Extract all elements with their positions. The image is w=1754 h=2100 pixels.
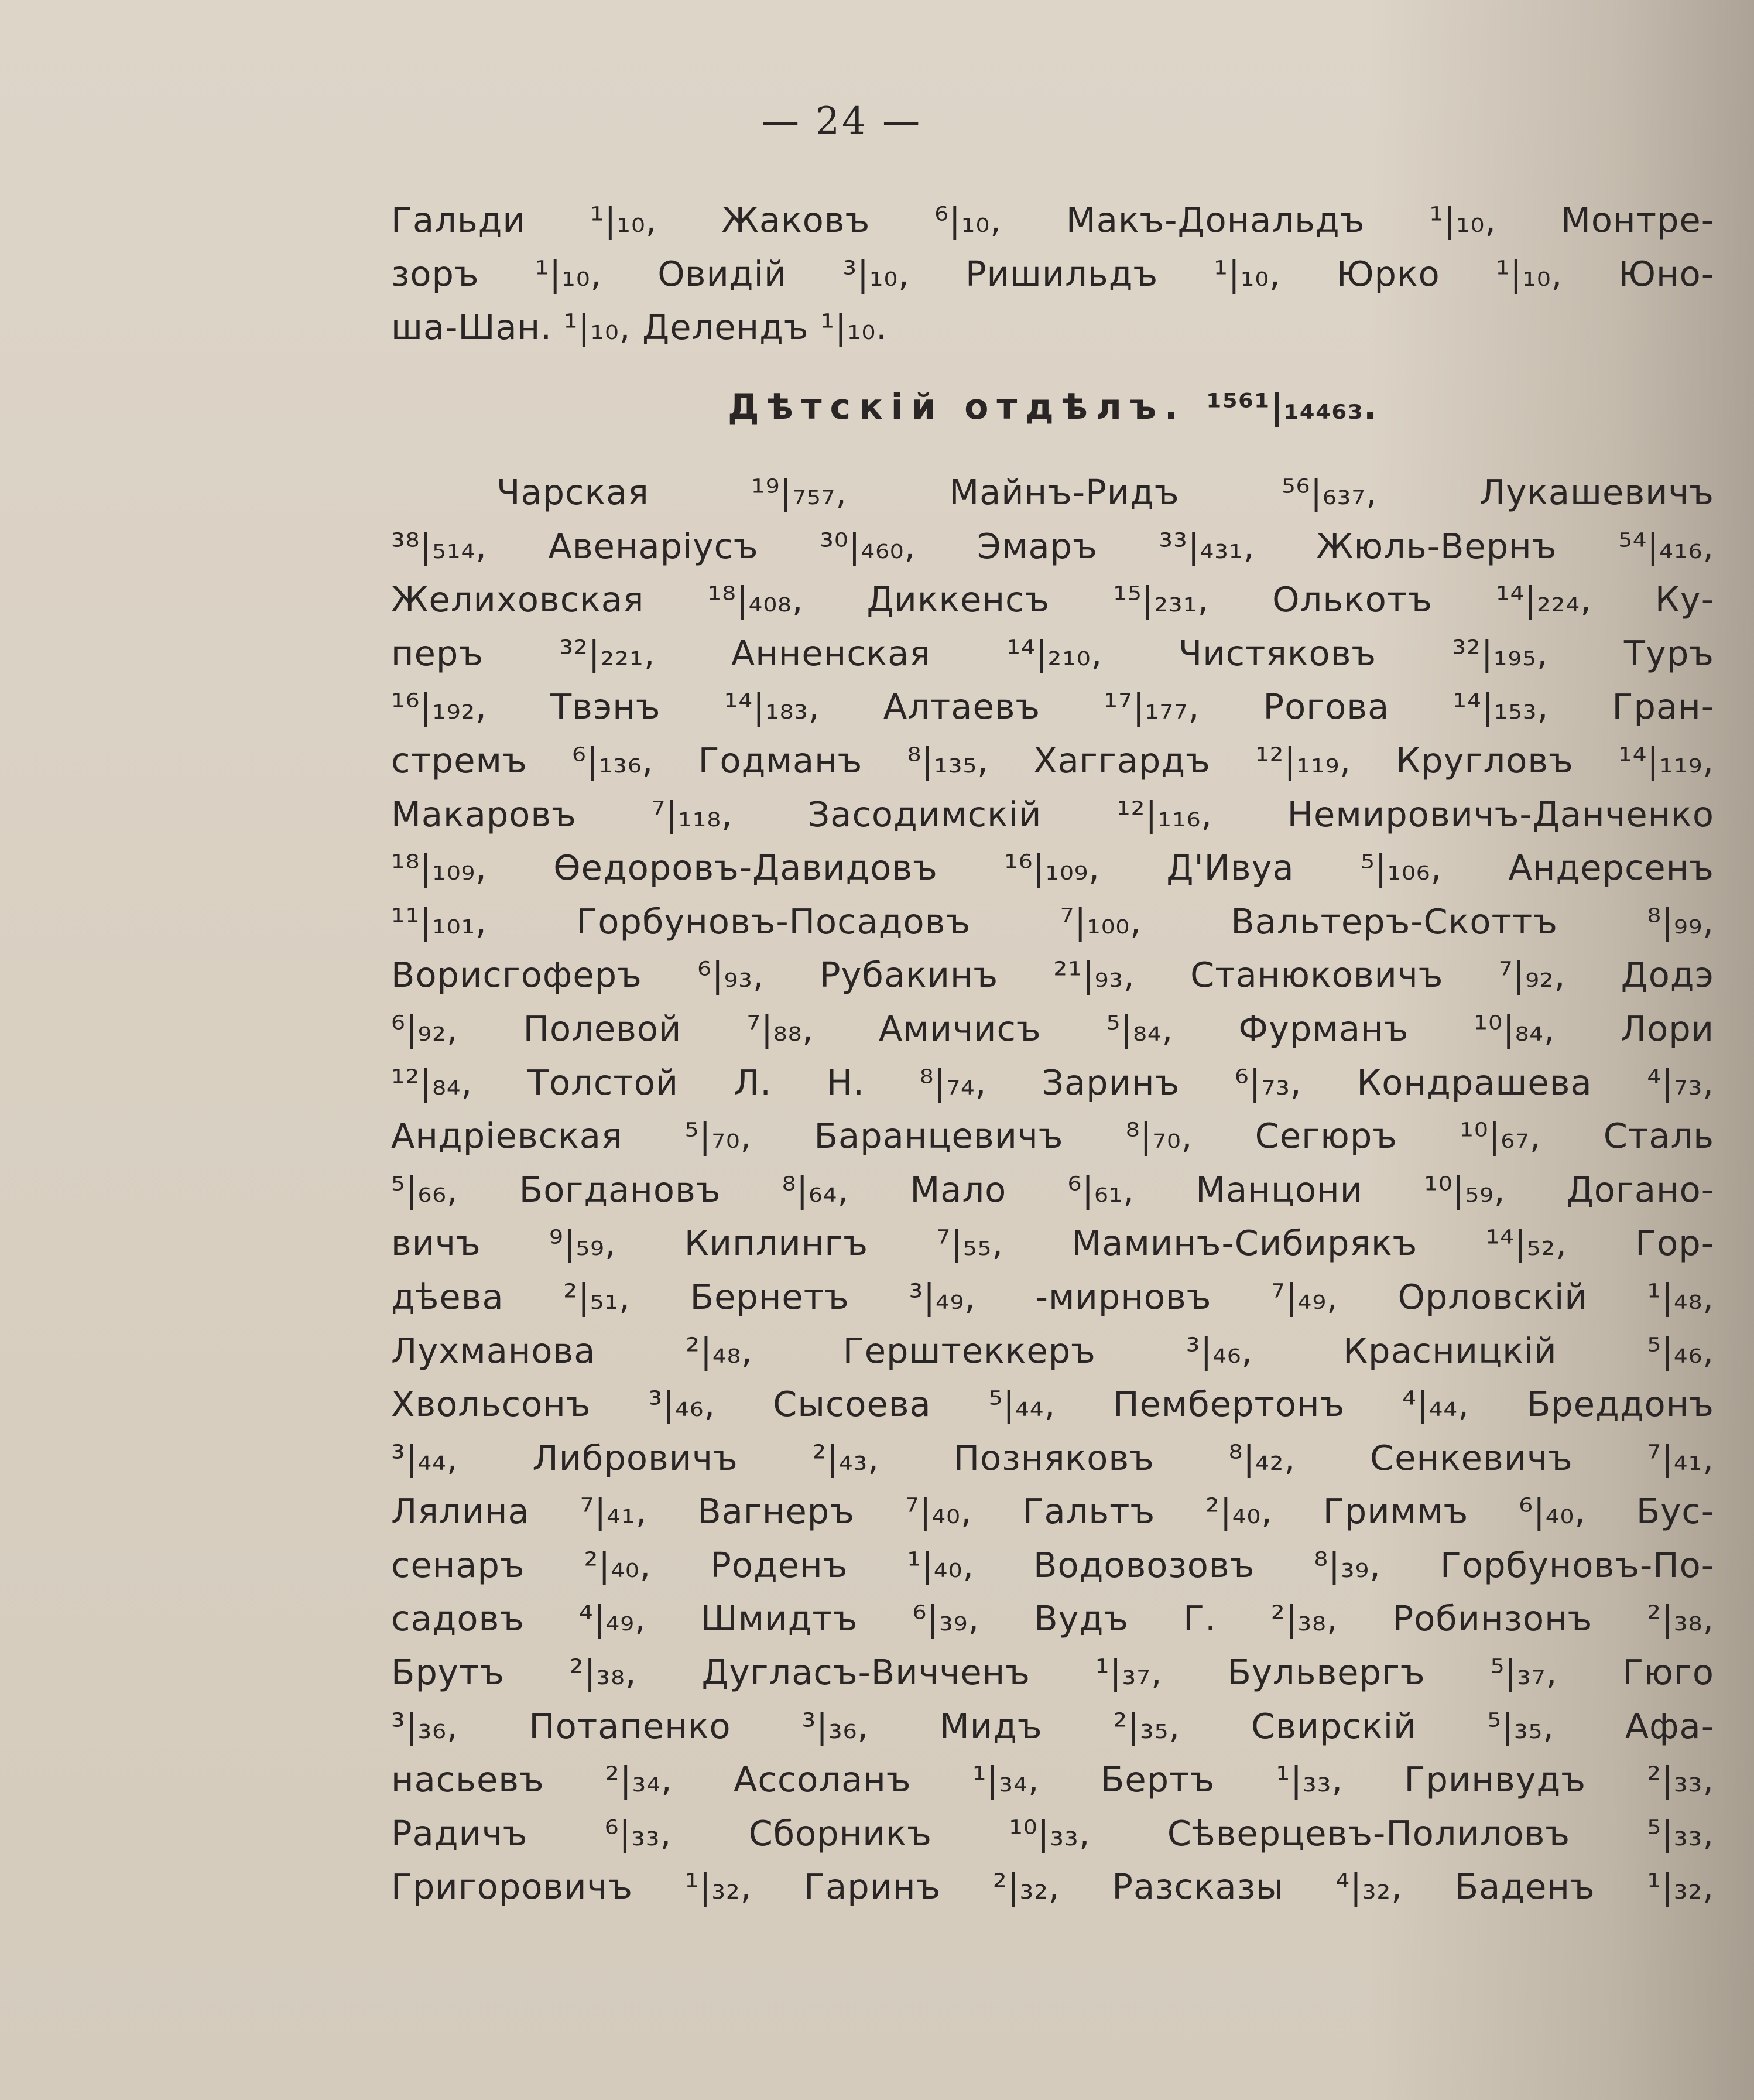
section-count: ¹⁵⁶¹|₁₄₄₆₃. xyxy=(1206,387,1378,427)
text-line: вичъ ⁹|₅₉, Киплингъ ⁷|₅₅, Маминъ-Сибирякъ ¹⁴|₅₂, Гор- xyxy=(391,1223,1714,1264)
text-line: Григоровичъ ¹|₃₂, Гаринъ ²|₃₂, Разсказы ⁴|₃₂, Баденъ ¹|₃₂, xyxy=(391,1866,1714,1907)
text-line: Макаровъ ⁷|₁₁₈, Засодимскій ¹²|₁₁₆, Немировичъ-Данченко xyxy=(391,794,1714,834)
text-line: Брутъ ²|₃₈, Дугласъ-Вичченъ ¹|₃₇, Бульвергъ ⁵|₃₇, Гюго xyxy=(391,1652,1714,1693)
text-line: ¹¹|₁₀₁, Горбуновъ-Посадовъ ⁷|₁₀₀, Вальтеръ-Скоттъ ⁸|₉₉, xyxy=(391,901,1714,942)
text-line: ³|₄₄, Либровичъ ²|₄₃, Позняковъ ⁸|₄₂, Сенкевичъ ⁷|₄₁, xyxy=(391,1437,1714,1478)
page-number: — 24 — xyxy=(761,100,923,143)
text-line: ¹⁶|₁₉₂, Твэнъ ¹⁴|₁₈₃, Алтаевъ ¹⁷|₁₇₇, Рогова ¹⁴|₁₅₃, Гран- xyxy=(391,686,1714,727)
text-line: ¹⁸|₁₀₉, Ѳедоровъ-Давидовъ ¹⁶|₁₀₉, Д'Ивуа ⁵|₁₀₆, Андерсенъ xyxy=(391,847,1714,888)
text-line: Лялина ⁷|₄₁, Вагнеръ ⁷|₄₀, Гальтъ ²|₄₀, Гриммъ ⁶|₄₀, Бус- xyxy=(391,1491,1714,1532)
text-line: ⁶|₉₂, Полевой ⁷|₈₈, Амичисъ ⁵|₈₄, Фурманъ ¹⁰|₈₄, Лори xyxy=(391,1008,1714,1049)
text-line: зоръ ¹|₁₀, Овидій ³|₁₀, Ришильдъ ¹|₁₀, Юрко ¹|₁₀, Юно- xyxy=(391,253,1714,294)
intro-paragraph xyxy=(391,193,1714,354)
text-line: ³⁸|₅₁₄, Авенаріусъ ³⁰|₄₆₀, Эмаръ ³³|₄₃₁, Жюль-Вернъ ⁵⁴|₄₁₆, xyxy=(391,525,1714,566)
text-line: Лухманова ²|₄₈, Герштеккеръ ³|₄₆, Красницкій ⁵|₄₆, xyxy=(391,1330,1714,1371)
text-line: Андріевская ⁵|₇₀, Баранцевичъ ⁸|₇₀, Сегюръ ¹⁰|₆₇, Сталь xyxy=(391,1116,1714,1157)
text-line: ⁵|₆₆, Богдановъ ⁸|₆₄, Мало ⁶|₆₁, Манцони ¹⁰|₅₉, Догано- xyxy=(391,1169,1714,1210)
text-line: насьевъ ²|₃₄, Ассоланъ ¹|₃₄, Бертъ ¹|₃₃, Гринвудъ ²|₃₃, xyxy=(391,1759,1714,1800)
text-line: перъ ³²|₂₂₁, Анненская ¹⁴|₂₁₀, Чистяковъ ³²|₁₉₅, Туръ xyxy=(391,632,1714,673)
text-line: Чарская ¹⁹|₇₅₇, Майнъ-Ридъ ⁵⁶|₆₃₇, Лукашевичъ xyxy=(496,472,1714,512)
section-heading xyxy=(391,387,1714,427)
text-line: Хвольсонъ ³|₄₆, Сысоева ⁵|₄₄, Пембертонъ ⁴|₄₄, Бреддонъ xyxy=(391,1384,1714,1425)
text-line: Желиховская ¹⁸|₄₀₈, Диккенсъ ¹⁵|₂₃₁, Олькотъ ¹⁴|₂₂₄, Ку- xyxy=(391,579,1714,620)
text-line: стремъ ⁶|₁₃₆, Годманъ ⁸|₁₃₅, Хаггардъ ¹²|₁₁₉, Кругловъ ¹⁴|₁₁₉, xyxy=(391,740,1714,781)
text-line: Радичъ ⁶|₃₃, Сборникъ ¹⁰|₃₃, Сѣверцевъ-Полиловъ ⁵|₃₃, xyxy=(391,1812,1714,1853)
main-paragraph xyxy=(391,466,1714,1914)
section-title: Дѣтскій отдѣлъ. xyxy=(728,387,1186,427)
text-line: дѣева ²|₅₁, Бернетъ ³|₄₉, -мирновъ ⁷|₄₉, Орловскій ¹|₄₈, xyxy=(391,1276,1714,1317)
text-line: ³|₃₆, Потапенко ³|₃₆, Мидъ ²|₃₅, Свирскій ⁵|₃₅, Афа- xyxy=(391,1705,1714,1746)
text-line: Гальди ¹|₁₀, Жаковъ ⁶|₁₀, Макъ-Дональдъ ¹|₁₀, Монтре- xyxy=(391,200,1714,240)
text-line: садовъ ⁴|₄₉, Шмидтъ ⁶|₃₉, Вудъ Г. ²|₃₈, Робинзонъ ²|₃₈, xyxy=(391,1598,1714,1639)
text-line: сенаръ ²|₄₀, Роденъ ¹|₄₀, Водовозовъ ⁸|₃₉, Горбуновъ-По- xyxy=(391,1544,1714,1585)
text-line: Ворисгоферъ ⁶|₉₃, Рубакинъ ²¹|₉₃, Станюковичъ ⁷|₉₂, Додэ xyxy=(391,955,1714,996)
text-line: ¹²|₈₄, Толстой Л. Н. ⁸|₇₄, Заринъ ⁶|₇₃, Кондрашева ⁴|₇₃, xyxy=(391,1062,1714,1103)
text-line: ша-Шан. ¹|₁₀, Делендъ ¹|₁₀. xyxy=(391,307,888,348)
